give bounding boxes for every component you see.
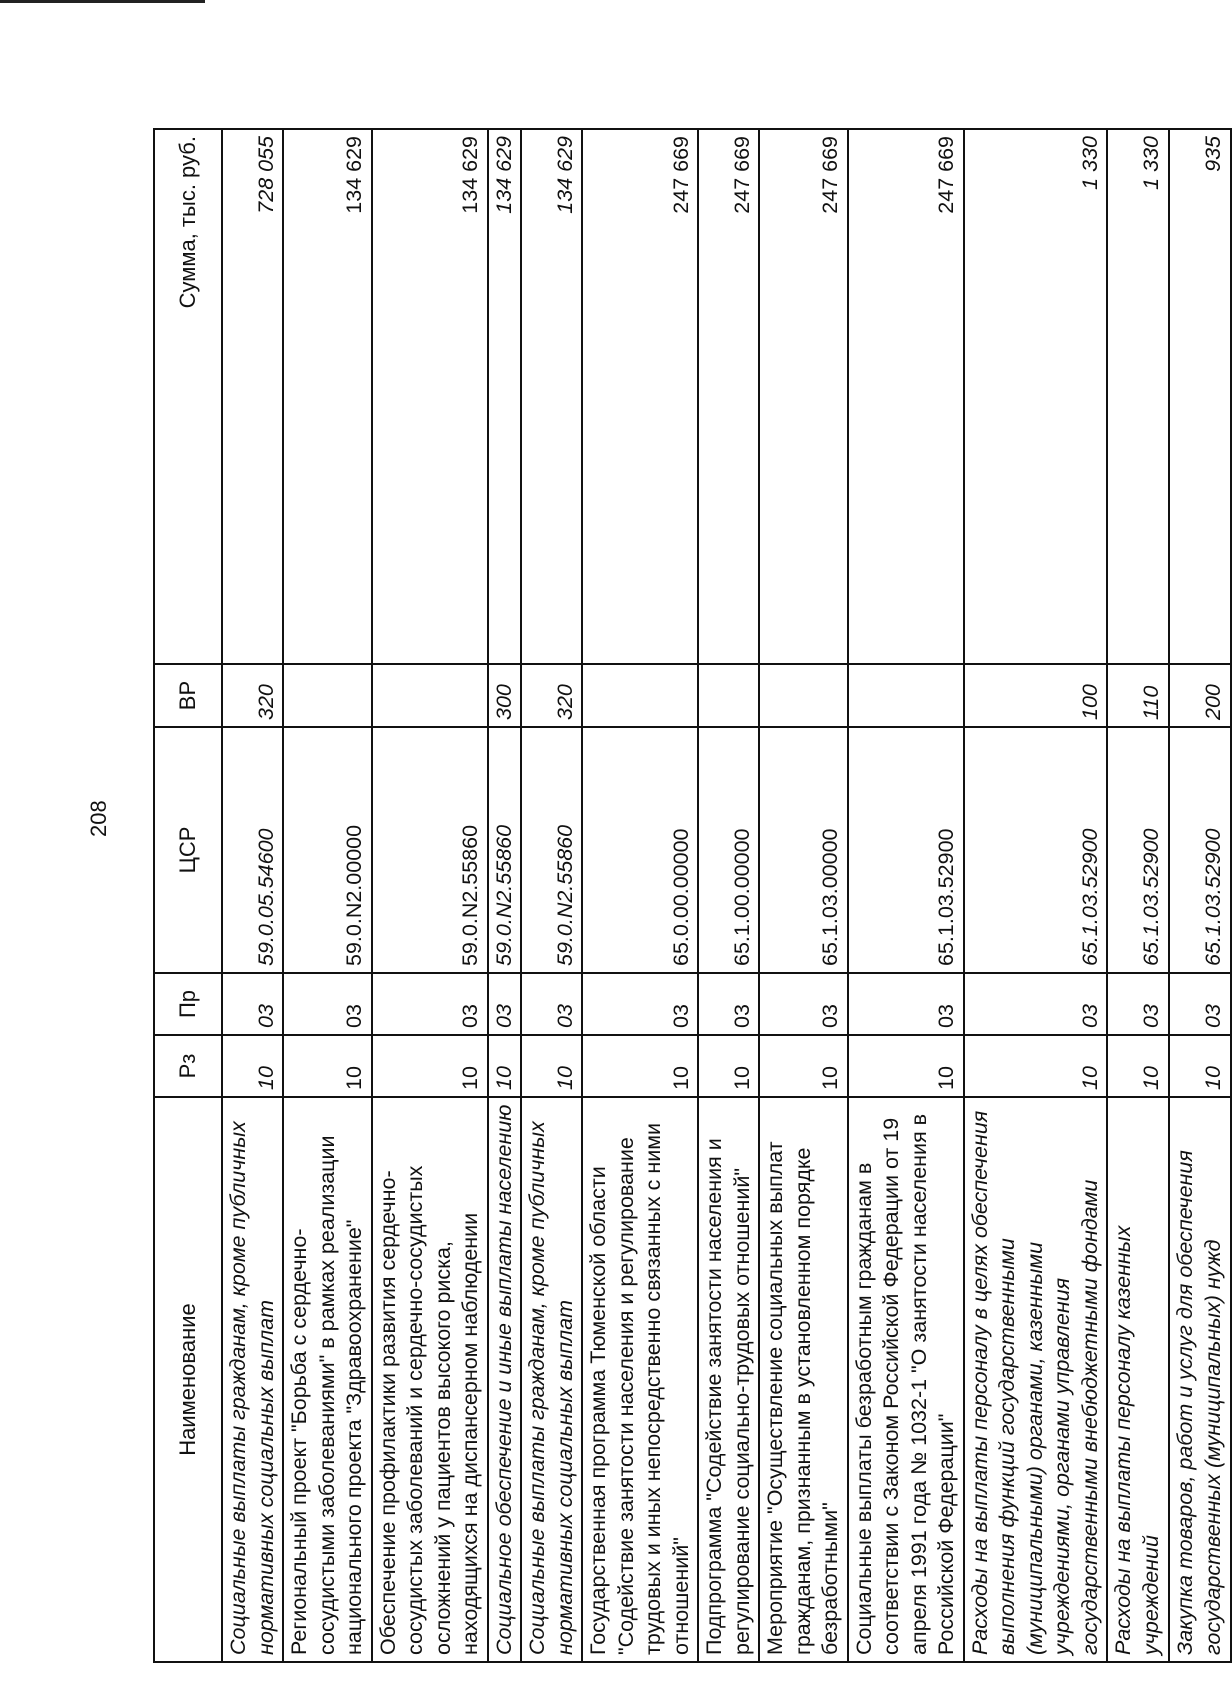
header-pr: Пр (154, 973, 222, 1035)
rotated-table-container (153, 130, 1225, 1663)
header-vr: ВР (154, 664, 222, 727)
cell-vr (698, 664, 759, 727)
table-row (488, 129, 522, 1662)
cell-vr (283, 664, 372, 727)
cell-csr: 59.0.N2.55860 (521, 727, 582, 973)
cell-pr: 03 (372, 973, 488, 1035)
cell-sum: 935 (1169, 129, 1231, 664)
table-row (759, 129, 848, 1662)
cell-name: Обеспечение профилактики развития сердечно-сосудистых заболеваний и сердечно-сосудистых осложнений у пациентов высокого риска, находящихся на диспансерном наблюдении (372, 1097, 488, 1662)
cell-pr: 03 (1107, 973, 1168, 1035)
cell-rz: 10 (488, 1035, 522, 1097)
cell-rz: 10 (1107, 1035, 1168, 1097)
cell-sum: 134 629 (488, 129, 522, 664)
cell-vr (582, 664, 698, 727)
cell-vr: 110 (1107, 664, 1168, 727)
cell-vr: 320 (222, 664, 283, 727)
cell-sum: 1 330 (964, 129, 1108, 664)
table-row (1169, 129, 1231, 1662)
cell-csr: 59.0.N2.55860 (372, 727, 488, 973)
cell-rz: 10 (372, 1035, 488, 1097)
budget-table (153, 128, 1232, 1663)
cell-vr (759, 664, 848, 727)
cell-csr: 65.1.03.00000 (759, 727, 848, 973)
cell-sum: 247 669 (582, 129, 698, 664)
cell-rz: 10 (848, 1035, 964, 1097)
table-row (372, 129, 488, 1662)
page-number: 208 (86, 800, 111, 837)
cell-pr: 03 (488, 973, 522, 1035)
cell-rz: 10 (582, 1035, 698, 1097)
cell-vr: 200 (1169, 664, 1231, 727)
table-row (698, 129, 759, 1662)
cell-rz: 10 (521, 1035, 582, 1097)
cell-sum: 247 669 (848, 129, 964, 664)
header-csr: ЦСР (154, 727, 222, 973)
cell-pr: 03 (848, 973, 964, 1035)
cell-name: Подпрограмма "Содействие занятости населения и регулирование социально-трудовых отношений" (698, 1097, 759, 1662)
cell-name: Социальные выплаты гражданам, кроме публичных нормативных социальных выплат (222, 1097, 283, 1662)
cell-name: Расходы на выплаты персоналу казенных учреждений (1107, 1097, 1168, 1662)
cell-sum: 728 055 (222, 129, 283, 664)
cell-name: Закупка товаров, работ и услуг для обеспечения государственных (муниципальных) нужд (1169, 1097, 1231, 1662)
table-header-row (154, 129, 222, 1662)
cell-rz: 10 (283, 1035, 372, 1097)
scan-edge-line (0, 0, 205, 3)
cell-rz: 10 (964, 1035, 1108, 1097)
cell-csr: 65.1.03.52900 (964, 727, 1108, 973)
cell-sum: 1 330 (1107, 129, 1168, 664)
table-row (521, 129, 582, 1662)
cell-vr: 300 (488, 664, 522, 727)
cell-csr: 65.0.00.00000 (582, 727, 698, 973)
cell-sum: 134 629 (372, 129, 488, 664)
cell-pr: 03 (582, 973, 698, 1035)
cell-pr: 03 (698, 973, 759, 1035)
cell-sum: 247 669 (759, 129, 848, 664)
cell-vr (848, 664, 964, 727)
cell-csr: 59.0.05.54600 (222, 727, 283, 973)
cell-rz: 10 (759, 1035, 848, 1097)
cell-sum: 134 629 (521, 129, 582, 664)
cell-name: Региональный проект "Борьба с сердечно-сосудистыми заболеваниями" в рамках реализации национального проекта "Здравоохранение" (283, 1097, 372, 1662)
cell-name: Расходы на выплаты персоналу в целях обеспечения выполнения функций государственными (муниципальными) органами, казенными учреждениями, органами управления государственными внебюджетными фондами (964, 1097, 1108, 1662)
header-sum: Сумма, тыс. руб. (154, 129, 222, 664)
cell-pr: 03 (759, 973, 848, 1035)
cell-pr: 03 (283, 973, 372, 1035)
cell-csr: 65.1.03.52900 (1169, 727, 1231, 973)
table-row (1107, 129, 1168, 1662)
cell-rz: 10 (1169, 1035, 1231, 1097)
cell-csr: 59.0.N2.00000 (283, 727, 372, 973)
cell-vr (372, 664, 488, 727)
table-row (848, 129, 964, 1662)
cell-sum: 134 629 (283, 129, 372, 664)
table-row (582, 129, 698, 1662)
cell-name: Государственная программа Тюменской области "Содействие занятости населения и регулирование трудовых и иных непосредственно связанных с ними отношений" (582, 1097, 698, 1662)
cell-name: Социальные выплаты безработным гражданам в соответствии с Законом Российской Федерации от 19 апреля 1991 года № 1032-1 "О занятости населения в Российской Федерации" (848, 1097, 964, 1662)
table-row (964, 129, 1108, 1662)
cell-csr: 65.1.00.00000 (698, 727, 759, 973)
header-rz: Рз (154, 1035, 222, 1097)
cell-vr: 100 (964, 664, 1108, 727)
cell-vr: 320 (521, 664, 582, 727)
cell-name: Мероприятие "Осуществление социальных выплат гражданам, признанным в установленном порядке безработными" (759, 1097, 848, 1662)
cell-pr: 03 (1169, 973, 1231, 1035)
cell-pr: 03 (521, 973, 582, 1035)
cell-csr: 59.0.N2.55860 (488, 727, 522, 973)
cell-rz: 10 (222, 1035, 283, 1097)
cell-rz: 10 (698, 1035, 759, 1097)
cell-csr: 65.1.03.52900 (848, 727, 964, 973)
cell-name: Социальные выплаты гражданам, кроме публичных нормативных социальных выплат (521, 1097, 582, 1662)
cell-name: Социальное обеспечение и иные выплаты населению (488, 1097, 522, 1662)
cell-pr: 03 (964, 973, 1108, 1035)
cell-sum: 247 669 (698, 129, 759, 664)
cell-pr: 03 (222, 973, 283, 1035)
table-row (283, 129, 372, 1662)
cell-csr: 65.1.03.52900 (1107, 727, 1168, 973)
header-name: Наименование (154, 1097, 222, 1662)
table-row (222, 129, 283, 1662)
